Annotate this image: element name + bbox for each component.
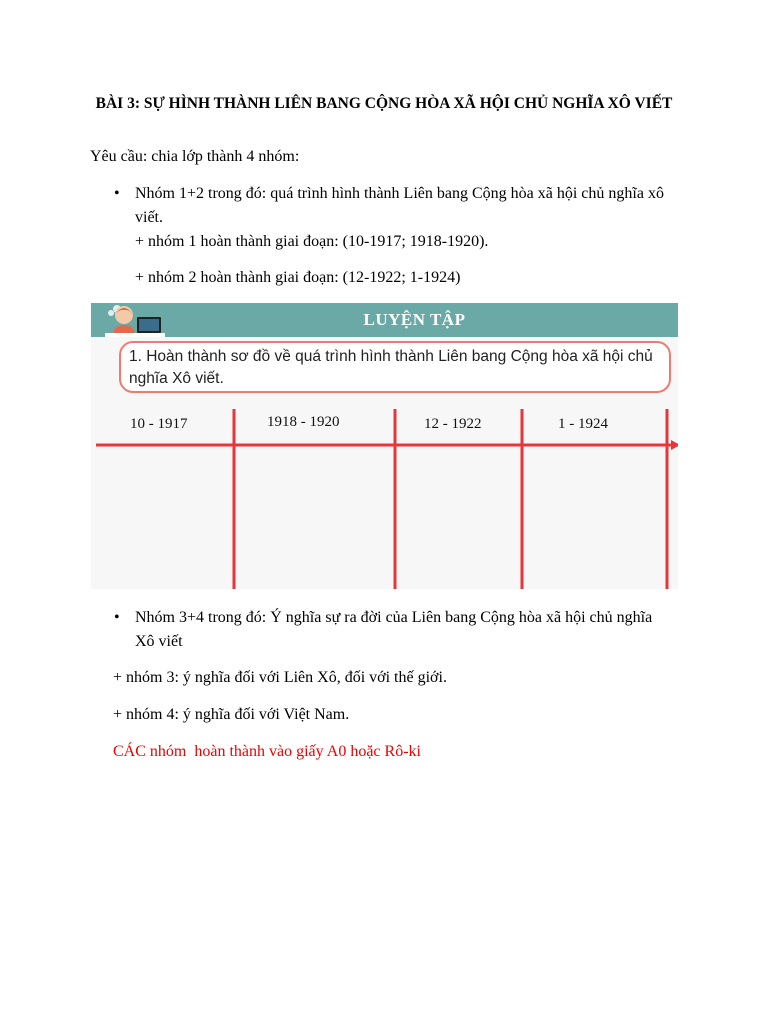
period-label: 1918 - 1920 — [267, 414, 340, 430]
bullet-group-1-2 — [114, 182, 675, 230]
group-4-text: + nhóm 4: ý nghĩa đối với Việt Nam. — [113, 706, 350, 723]
timeline-diagram — [91, 303, 678, 589]
group-3-text: + nhóm 3: ý nghĩa đối với Liên Xô, đối với thế giới. — [113, 669, 447, 686]
timeline-arrow-head — [671, 440, 678, 450]
note-text: CÁC nhóm hoàn thành vào giấy A0 hoặc Rô-ki — [113, 743, 421, 760]
group-1-text: + nhóm 1 hoàn thành giai đoạn: (10-1917; 1918-1920). — [135, 233, 489, 250]
bullet-group-1-2-text: Nhóm 1+2 trong đó: quá trình hình thành Liên bang Cộng hòa xã hội chủ nghĩa xô viết. — [135, 185, 664, 226]
slide-image — [91, 303, 678, 589]
slide-banner-title: LUYỆN TẬP — [363, 310, 466, 329]
bullet-group-3-4 — [114, 606, 675, 654]
period-label: 10 - 1917 — [130, 416, 188, 432]
page-title: BÀI 3: SỰ HÌNH THÀNH LIÊN BANG CỘNG HÒA XÃ HỘI CHỦ NGHĨA XÔ VIẾT — [95, 95, 673, 112]
task-box: 1. Hoàn thành sơ đồ về quá trình hình thành Liên bang Cộng hòa xã hội chủ nghĩa Xô viết. — [119, 341, 671, 393]
bullet-dot: • — [114, 609, 120, 626]
period-label: 1 - 1924 — [558, 416, 608, 432]
bullet-group-3-4-text: Nhóm 3+4 trong đó: Ý nghĩa sự ra đời của Liên bang Cộng hòa xã hội chủ nghĩa Xô viết — [135, 609, 653, 650]
bullet-dot: • — [114, 185, 120, 202]
intro-text: Yêu cầu: chia lớp thành 4 nhóm: — [90, 148, 300, 165]
period-label: 12 - 1922 — [424, 416, 482, 432]
group-2-text: + nhóm 2 hoàn thành giai đoạn: (12-1922; 1-1924) — [135, 269, 461, 286]
